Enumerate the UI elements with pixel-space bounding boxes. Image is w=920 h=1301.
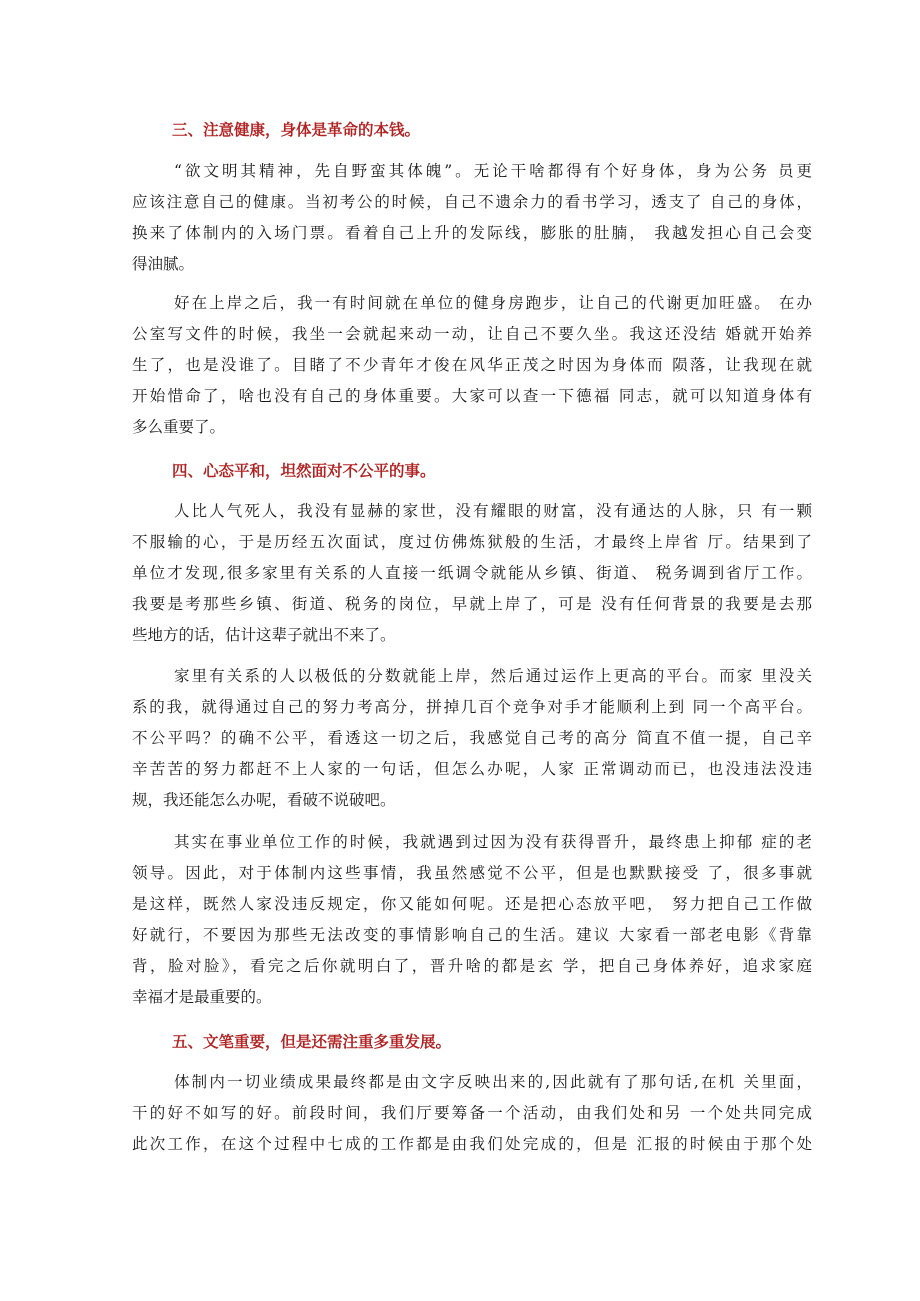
text-line: 不服输的心，于是历经五次面试，度过仿佛炼狱般的生活，才最终上岸省 厅。结果到了 xyxy=(132,533,812,551)
text-line: 开始惜命了，啥也没有自己的身体重要。大家可以查一下德福 同志，就可以知道身体有 xyxy=(132,387,812,405)
text-line: “欲文明其精神，先自野蛮其体魄”。无论干啥都得有个好身体，身为公务 员更 xyxy=(174,162,812,180)
text-line: 换来了体制内的入场门票。看着自己上升的发际线，膨胀的肚腩， 我越发担心自己会变 xyxy=(132,224,812,242)
text-line: 应该注意自己的健康。当初考公的时候，自己不遗余力的看书学习，透支了 自己的身体， xyxy=(132,193,812,211)
paragraph xyxy=(132,661,812,816)
text-line: 领导。因此，对于体制内这些事情，我虽然感觉不公平，但是也默默接受 了，很多事就 xyxy=(132,864,812,882)
text-line: 人比人气死人，我没有显赫的家世，没有耀眼的财富，没有通达的人脉，只 有一颗 xyxy=(174,502,812,520)
text-line: 好在上岸之后，我一有时间就在单位的健身房跑步，让自己的代谢更加旺盛。 在办 xyxy=(174,294,812,312)
text-line: 我要是考那些乡镇、街道、税务的岗位，早就上岸了，可是 没有任何背景的我要是去那 xyxy=(132,595,812,613)
text-line: 公室写文件的时候，我坐一会就起来动一动，让自己不要久坐。我这还没结 婚就开始养 xyxy=(132,325,812,343)
text-line: 多么重要了。 xyxy=(132,418,226,436)
paragraph xyxy=(132,827,812,1013)
text-line: 家里有关系的人以极低的分数就能上岸，然后通过运作上更高的平台。而家 里没关 xyxy=(174,667,812,685)
text-line: 是这样，既然人家没违反规定，你又能如何呢。还是把心态放平吧， 努力把自己工作做 xyxy=(132,895,812,913)
text-line: 背，脸对脸》，看完之后你就明白了，晋升啥的都是玄 学，把自己身体养好，追求家庭 xyxy=(132,957,812,975)
text-line: 干的好不如写的好。前段时间，我们厅要筹备一个活动，由我们处和另 一个处共同完成 xyxy=(132,1104,812,1122)
text-line: 些地方的话，估计这辈子就出不来了。 xyxy=(132,626,396,644)
text-line: 规，我还能怎么办呢，看破不说破吧。 xyxy=(132,791,396,809)
paragraph xyxy=(132,496,812,651)
text-line: 系的我，就得通过自己的努力考高分，拼掉几百个竞争对手才能顺利上到 同一个高平台。 xyxy=(132,698,812,716)
paragraph xyxy=(132,288,812,443)
text-line: 辛苦苦的努力都赶不上人家的一句话，但怎么办呢，人家 正常调动而已，也没违法没违 xyxy=(132,760,812,778)
text-line: 不公平吗？的确不公平，看透这一切之后，我感觉自己考的高分 简直不值一提，自己辛 xyxy=(132,729,812,747)
text-line: 单位才发现,很多家里有关系的人直接一纸调令就能从乡镇、街道、 税务调到省厅工作。 xyxy=(132,564,812,582)
section-heading-5: 五、文笔重要，但是还需注重多重发展。 xyxy=(172,1033,452,1051)
text-line: 体制内一切业绩成果最终都是由文字反映出来的,因此就有了那句话,在机 关里面， xyxy=(174,1073,812,1091)
paragraph xyxy=(132,1067,812,1160)
text-line: 好就行，不要因为那些无法改变的事情影响自己的生活。建议 大家看一部老电影《背靠 xyxy=(132,926,812,944)
text-line: 生了，也是没谁了。目睹了不少青年才俊在风华正茂之时因为身体而 陨落，让我现在就 xyxy=(132,356,812,374)
text-line: 此次工作，在这个过程中七成的工作都是由我们处完成的，但是 汇报的时候由于那个处 xyxy=(132,1135,812,1153)
text-line: 幸福才是最重要的。 xyxy=(132,988,272,1006)
text-line: 得油腻。 xyxy=(132,255,195,273)
section-heading-3: 三、注意健康，身体是革命的本钱。 xyxy=(172,121,421,139)
section-heading-4: 四、心态平和，坦然面对不公平的事。 xyxy=(172,462,436,480)
paragraph xyxy=(132,156,812,280)
text-line: 其实在事业单位工作的时候，我就遇到过因为没有获得晋升，最终患上抑郁 症的老 xyxy=(174,833,812,851)
